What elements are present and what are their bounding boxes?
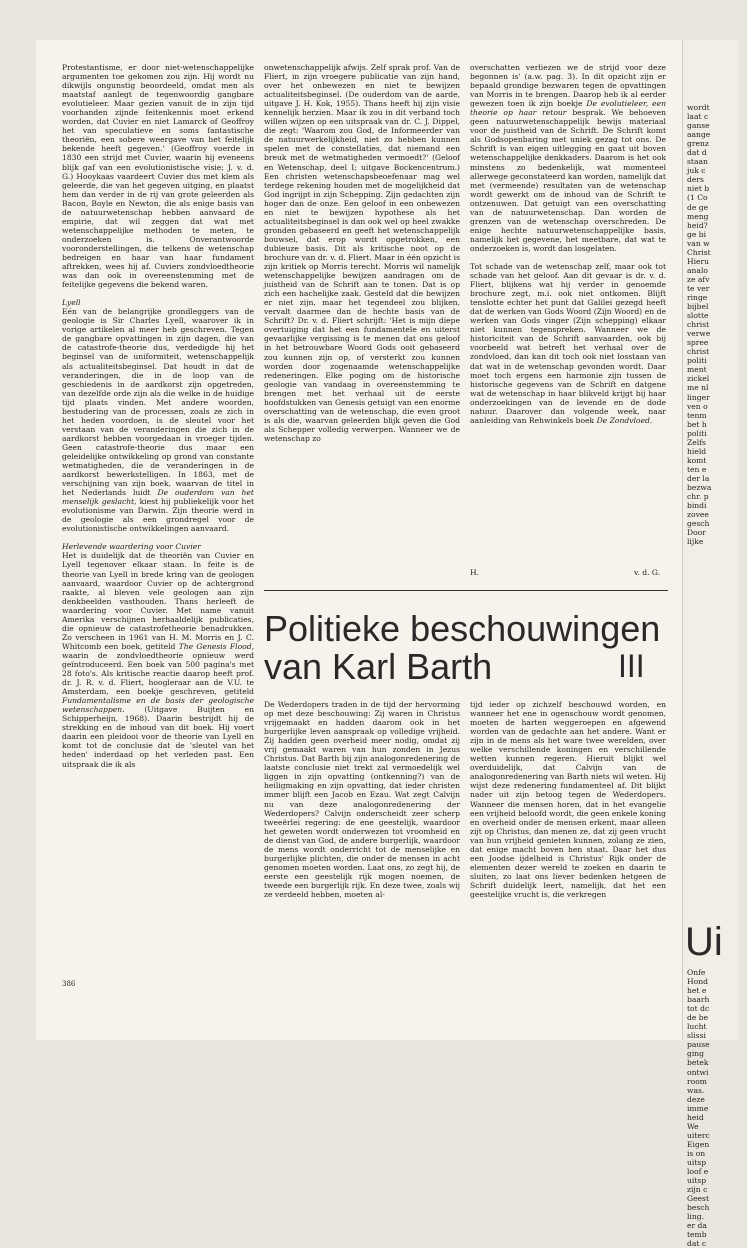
section-divider	[264, 590, 668, 591]
article-column-2	[264, 63, 460, 443]
facing-page-text-lower: Onfe Hond het e baarh tot dc de be lucht slissi pause ging betek ontwi room was. deze imme heid We uiterc Eigen is on uitsp loof e uitsp zijn c Geest besch ling. er da temb dat c	[687, 968, 710, 1248]
article-title: Politieke beschouwingen van Karl Barth	[264, 608, 661, 687]
article-column-4	[264, 700, 460, 899]
article-column-3	[470, 63, 666, 425]
paragraph: Tot schade van de wetenschap zelf, maar ook tot schade van het geloof. Aan dit gevaar is dr. v. d. Fliert, blijkens wat hij verder in genoemde brochure zegt, m.i. ook niet ontkomen. Blijft tenslotte echter het punt dat Galilei gezegd heeft dat de werken van Gods Woord (Zijn Woord) en de werken van Gods vinger (Zijn schepping) elkaar niet kunnen tegenspreken. Wanneer we de historiciteit van de Schrift aanvaarden, ook bij voorbeeld wat betreft het verhaal over de zondvloed, dan kan dit toch ook niet losstaan van dat wat in de wetenschap gevonden wordt. Daar moet toch ergens een harmonie zijn tussen de historische gegevens van de Schrift en datgene wat de wetenschap in haar blikveld krijgt bij haar onderzoekingen van de levende en de dode natuur. Daarover dan volgende week, naar aanleiding van Rehwinkels boek De Zondvloed.	[470, 261, 666, 425]
paragraph: De Wederdopers traden in de tijd der hervorming op met deze beschouwing: Zij waren in Christus vrijgemaakt en hadden daarom ook in het burgerlijke leven aanspraak op volledige vrijheid. Zij hadden geen overheid meer nodig, omdat zij vrij gemaakt waren van hun zonden in Jezus Christus. Dat Barth bij zijn analogonredenering de laatste conclusie niet trekt zal vermoedelijk wel liggen in zijn opvatting (ontkenning?) van de heiligmaking en zijn opvatting, dat ieder christen immer blijft een Jacob en Ezau. Wat zegt Calvijn nu van deze analogonredenering der Wederdopers? Calvijn onderscheidt zeer scherp tweeërlei regering: de ene geestelijk, waardoor het geweten wordt onderwezen tot vroomheid en de dienst van God, de andere burgerlijk, waardoor de mens wordt onderricht tot de menselijke en burgerlijke plichten, die onder de mensen in acht genomen moeten worden. Laat ons, zo zegt hij, de eerste een geestelijk rijk mogen noemen, de tweede een burgerlijk rijk. En deze twee, zoals wij ze verdeeld hebben, moeten al-	[264, 700, 460, 899]
paragraph: Eén van de belangrijke grondleggers van de geologie is Sir Charles Lyell, waarover ik in vorige artikelen al meer heb geschreven. Tegen de gangbare opvattingen in zijn dagen, die van de catastrofe-theorie dus, verdedigde hij het beginsel van de uniformiteit, wetenschappelijk als actualiteitsbeginsel. Dat houdt in dat de veranderingen, die in de loop van de geschiedenis in de aardkorst zijn opgetreden, van dezelfde orde zijn als die welke in de huidige tijd plaats vinden. Met andere woorden, bestudering van de processen, zoals ze zich in het heden voordoen, is de sleutel voor het verstaan van de veranderingen die zich in de aardkorst hebben voorgedaan in vroeger tijden. Geen catastrofe-theorie dus maar een geleidelijke ontwikkeling op grond van constante wetmatigheden, die de veranderingen in de aardkorst bewerkstelligen. In 1863, met de verschijning van zijn boek, waarvan de titel in het Nederlands luidt De ouderdom van het menselijk geslacht, kiest hij publiekelijk voor het evolutionisme van Darwin. Zijn theorie werd in de geologie als een grondregel voor de evolutionistische ontwikkelingen aanvaard.	[62, 307, 254, 534]
paragraph: Protestantisme, er door niet-wetenschappelijke argumenten toe gekomen zou zijn. Hij wordt nu dikwijls ongunstig beoordeeld, omdat men als maatstaf aanlegt de tegenwoordig gangbare evolutieleer. Maar gezien vanuit de in zijn tijd voorhanden zijnde feitenkennis moet erkend worden, dat Cuvier en niet Lamarck of Geoffroy het van speculatieve en soms fantastische theoriën, een sobere weergave van het feitelijk bekende heeft gegeven.' (Geoffroy voerde in 1830 een strijd met Cuvier, waarin hij eveneens blijk gaf van een evolutionistische visie; J. v. d. G.) Hooykaas vaardeert Cuvier dus met klem als geleerde, die van het gegeven uitging, en plaatst hem dan verder in de rij van grote geleerden als Bacon, Boyle en Newton, die als enige basis van de natuurwetenschap hebben aanvaard de empirie, dat wil zeggen dat wat met wetenschappelijke methoden te meten, te onderzoeken is. Onverantwoorde vooronderstellingen, die telkens de wetenschap bedreigen en haar van haar fundament aftrekken, wees hij af. Cuviers zondvloedtheorie was dan ook in overeenstemming met de feitelijke gegevens die bekend waren.	[62, 63, 254, 290]
article-column-1	[62, 63, 254, 769]
author-signature: v. d. G.	[634, 568, 661, 577]
facing-page-text: wordt laat c ganse aange grenz dat d staan juk c ders niet b (1 Co de ge meng heid? ge bi van w Christ Hieru analo ze afv te ver ringe bijbel slotte christ verwe spree christ politi ment zickel me nl linger ven o tenm bet h politi Zelfs hield komt ten e der la bezwa chr. p bindi zovee gesch Door lijke	[687, 103, 712, 547]
section-heading: Herlevende waardering voor Cuvier	[62, 542, 201, 552]
facing-page-heading: Ui	[685, 920, 723, 964]
paragraph: tijd ieder op zichzelf beschouwd worden, en wanneer het ene in ogenschouw wordt genomen, moeten de harten weggeroepen en afgewend worden van de gedachte aan het andere. Want er zijn in de mens als het ware twee werelden, over welke verschillende koningen en verschillende wetten kunnen regeren. Hieruit blijkt wel overduidelijk, dat Calvijn van de analogonredenering van Barth niets wil weten. Hij wijst deze redenering fundamenteel af. Dit blijkt nader uit zijn betoog tegen de Wederdopers. Wanneer die mensen horen, dat in het evangelie een vrijheid beloofd wordt, die geen enkele koning en overheid onder de mensen erkent, maar alleen zijt op Christus, dan menen ze, dat zij geen vrucht van hun vrijheid genieten kunnen, zolang ze zien, dat enige macht boven hen staat. Daar het dus een Joodse ijdelheid is Christus' Rijk onder de elementen dezer wereld te zoeken en daarin te sluiten, zo laat ons liever bedenken hetgeen de Schrift duidelijk leert, namelijk, dat het een geestelijke vrucht is, die verkregen	[470, 700, 666, 899]
page-number: 386	[62, 980, 76, 988]
section-heading: Lyell	[62, 298, 81, 308]
paragraph: overschatten verliezen we de strijd voor deze begonnen is' (a.w. pag. 3). In dit opzicht zijn er bepaald grondige bezwaren tegen de opvattingen van Morris in te brengen. Daarop heb ik al eerder gewezen toen ik zijn boekje De evolutieleer, een theorie op haar retour besprak. We behoeven geen natuurwetenschappelijk bewijs materiaal voor de juistheid van de Schrift. De Schrift komt als Godsopenbaring met uniek gezag tot ons. De Schrift is van eigen uitlegging en gaat uit boven wetenschappelijke denkkaders. Daarom is het ook minstens zo bedenkelijk, wat momenteel allerwege geconstateerd kan worden, namelijk dat met (vermeende) resultaten van de wetenschap wordt gewerkt om de inhoud van de Schrift te ontzenuwen. Dat getuigt van een overschatting van de natuurwetenschap. Dan worden de grenzen van de wetenschap overschreden. De enige hechte natuurwetenschappelijke basis, namelijk het gegevene, het meetbare, dat wat te onderzoeken is, wordt dan losgelaten.	[470, 63, 666, 253]
paragraph: onwetenschappelijk afwijs. Zelf sprak prof. Van de Fliert, in zijn vroegere publicatie van zijn hand, over het onbewezen en niet te bewijzen actualiteitsbeginsel. (De ouderdom van de aarde, uitgave J. H. Kok, 1955). Thans heeft hij zijn visie kennelijk herzien. Maar ik zou in dit verband toch willen wijzen op een uitspraak van dr. C. J. Dippel, die zegt: 'Waarom zou God, de Informeerder van de natuurwerkelijkheid, niet zo hebben kunnen spelen met de constellaties, dat niemand een breuk met de wetmatigheden vermoedt?' (Geloof en Wetenschap, deel I; uitgave Bockencentrum.) Een christen wetenschapsbeoefenaar mag wel terdege rekening houden met de mogelijkheid dat God ingrijpt in zijn Schepping. Zijn gedachten zijn hoger dan de onze. Een geloof in een onbewezen en niet te bewijzen hypothese als het actualiteitsbeginsel is dan ook wel op heel zwakke gronden gebaseerd en geeft het wetenschappelijk bouwsel, dat erop wordt opgetrokken, een dubieuze basis. Dit als kritische noot op de brochure van dr. v. d. Fliert. Maar in één opzicht is zijn kritiek op Morris terecht. Morris wil namelijk wetenschappelijke bewijzen aandragen om de juistheid van de Schrift aan te tonen. Dat is op zich een hachelijke zaak. Gesteld dat die bewijzen er niet zijn, maar het tegendeel zou blijken, vervalt daarmee dan de hechte basis van de Schrift? Dr. v. d. Fliert schrijft: 'Het is mijn diepe overtuiging dat het een fundamentele en uiterst gevaarlijke vergissing is te menen dat ons geloof in het betrouwbare Woord Gods ooit gebaseerd zou kunnen zijn op, of versterkt zou kunnen worden door zogenaamde wetenschappelijke redeneringen. Elke poging om de historische geologie van vandaag in overeenstemming te brengen met het verhaal uit de eerste hoofdstukken van Genesis getuigt van een enorme overschatting van de wetenschap, die even groot is als die, waarvan geleerden blijk geven die God als Schepper volledig verwerpen. Wanneer we de wetenschap zo	[264, 63, 460, 443]
author-initial: H.	[470, 568, 480, 577]
paragraph: Het is duidelijk dat de theoriën van Cuvier en Lyell tegenover elkaar staan. In feite is de theorie van Lyell in brede kring van de geologen aanvaard, waardoor Cuvier op de achtergrond raakte, al bleven vele geologen aan zijn denkbeelden vasthouden. Thans herleeft de waardering voor Cuvier. Met name vanuit Amerika verschijnen herhaaldelijk publicaties, die opnieuw de catastrofetheorie benadrukken. Zo verscheen in 1961 van H. M. Morris en J. C. Whitcomb een boek, getiteld The Genesis Flood, waarin de zondvloedtheorie opnieuw werd geïntroduceerd. Een boek van 500 pagina's met 28 foto's. Als kritische reactie daarop heeft prof. dr. J. R. v. d. Fliert, hoogleraar aan de V.U. te Amsterdam, een boekje geschreven, getiteld Fundamentalisme en de basis der geologische wetenschappen. (Uitgave Buijten en Schipperheijn, 1968). Daarin bestrijdt hij de strekking en de inhoud van dit boek. Hij voert daarin een pleidooi voor de theorie van Lyell en komt tot de conclusie dat de 'sleutel van het heden' inderdaad op het verleden past. Een uitspraak die ik als	[62, 551, 255, 769]
facing-page-edge	[682, 40, 739, 1248]
part-numeral: III	[618, 648, 645, 684]
article-column-5	[470, 700, 666, 899]
